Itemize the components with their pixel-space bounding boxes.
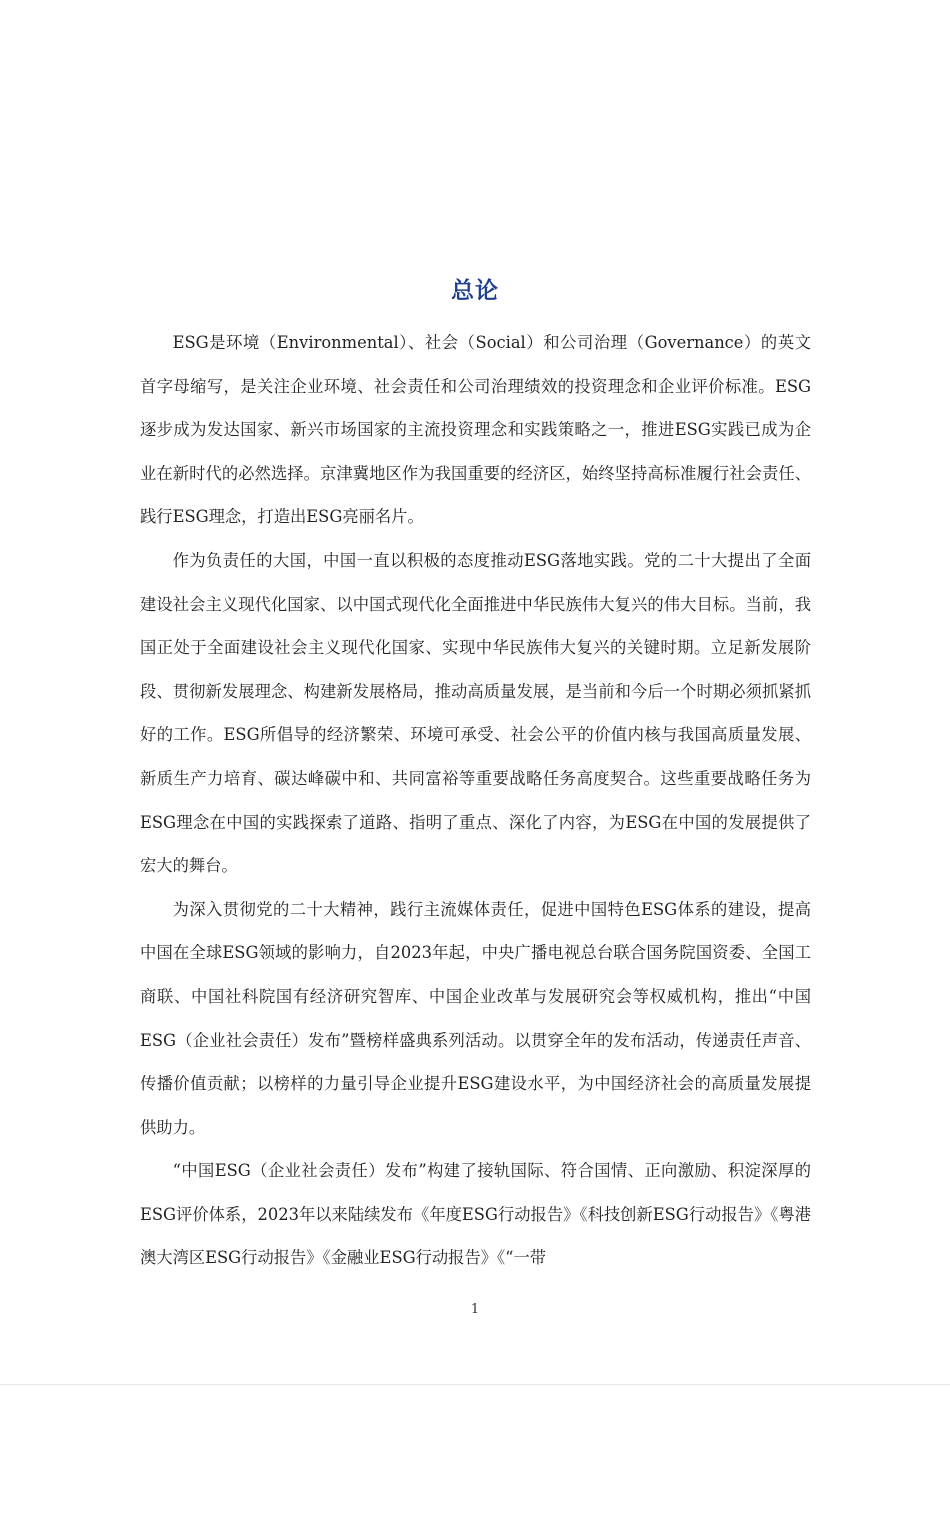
paragraph-3: 为深入贯彻党的二十大精神，践行主流媒体责任，促进中国特色ESG体系的建设，提高中国在全球ESG领域的影响力，自2023年起，中央广播电视总台联合国务院国资委、全国工商联、中国社科院国有经济研究智库、中国企业改革与发展研究会等权威机构，推出“中国ESG（企业社会责任）发布”暨榜样盛典系列活动。以贯穿全年的发布活动，传递责任声音、传播价值贡献；以榜样的力量引导企业提升ESG建设水平，为中国经济社会的高质量发展提供助力。 <box>140 899 811 1137</box>
page-number: 1 <box>470 1302 480 1317</box>
body-text <box>140 321 811 1280</box>
paragraph-1: ESG是环境（Environmental）、社会（Social）和公司治理（Governance）的英文首字母缩写，是关注企业环境、社会责任和公司治理绩效的投资理念和企业评价标准。ESG逐步成为发达国家、新兴市场国家的主流投资理念和实践策略之一，推进ESG实践已成为企业在新时代的必然选择。京津冀地区作为我国重要的经济区，始终坚持高标准履行社会责任、践行ESG理念，打造出ESG亮丽名片。 <box>140 333 811 527</box>
page-divider <box>0 1384 950 1385</box>
paragraph-2: 作为负责任的大国，中国一直以积极的态度推动ESG落地实践。党的二十大提出了全面建设社会主义现代化国家、以中国式现代化全面推进中华民族伟大复兴的伟大目标。当前，我国正处于全面建设社会主义现代化国家、实现中华民族伟大复兴的关键时期。立足新发展阶段、贯彻新发展理念、构建新发展格局，推动高质量发展，是当前和今后一个时期必须抓紧抓好的工作。ESG所倡导的经济繁荣、环境可承受、社会公平的价值内核与我国高质量发展、新质生产力培育、碳达峰碳中和、共同富裕等重要战略任务高度契合。这些重要战略任务为ESG理念在中国的实践探索了道路、指明了重点、深化了内容，为ESG在中国的发展提供了宏大的舞台。 <box>140 550 811 876</box>
paragraph-4: “中国ESG（企业社会责任）发布”构建了接轨国际、符合国情、正向激励、积淀深厚的ESG评价体系，2023年以来陆续发布《年度ESG行动报告》《科技创新ESG行动报告》《粤港澳大湾区ESG行动报告》《金融业ESG行动报告》《“一带 <box>140 1161 811 1268</box>
page-title: 总论 <box>451 278 499 304</box>
